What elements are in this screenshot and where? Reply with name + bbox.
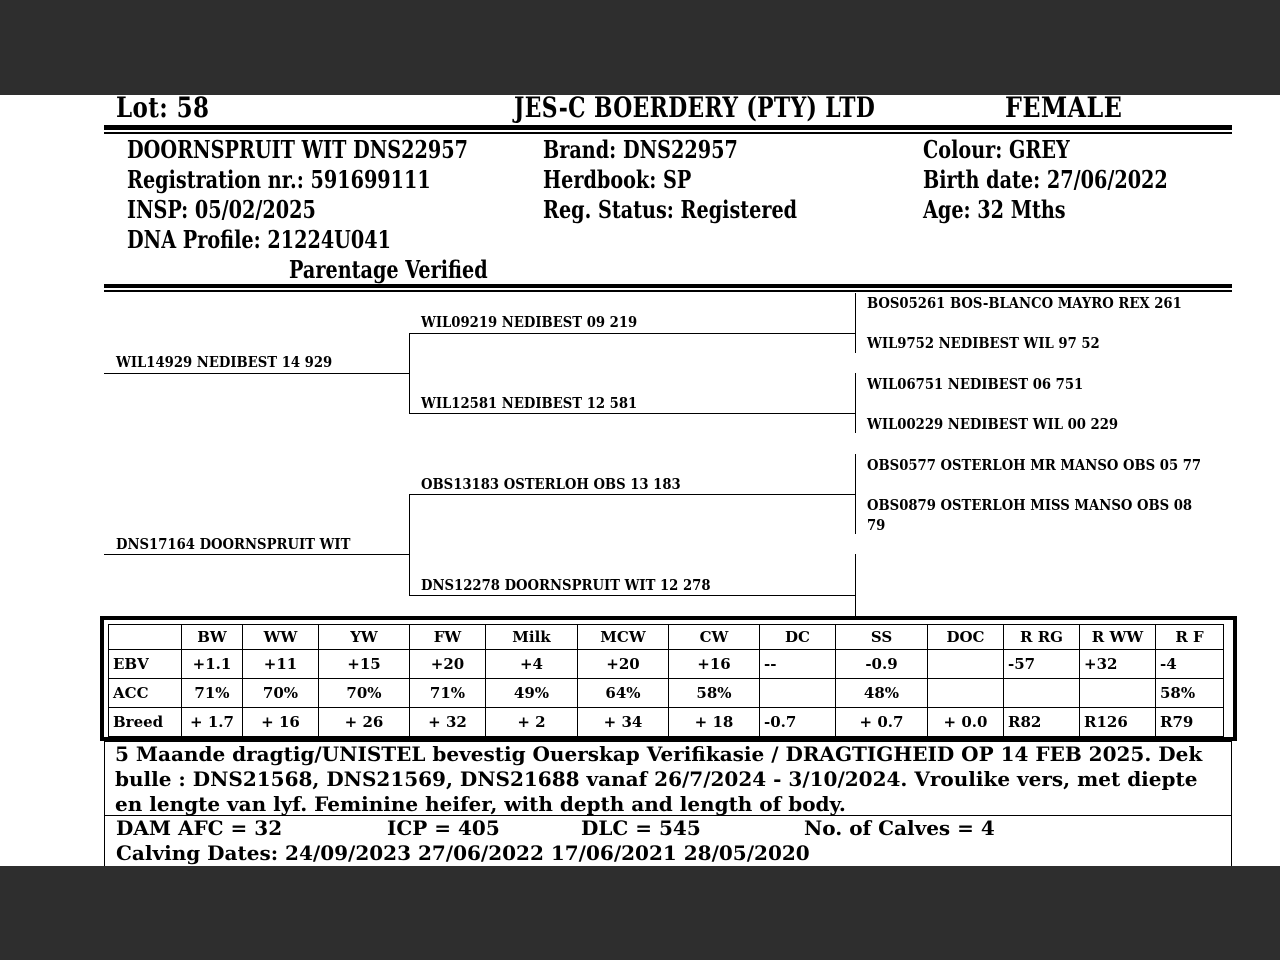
pedigree-bracket — [855, 554, 856, 616]
ebv-column-header: DOC — [928, 625, 1004, 650]
ebv-column-header: R RG — [1004, 625, 1080, 650]
pedigree-dam: DNS17164 DOORNSPRUIT WIT — [116, 535, 351, 553]
ebv-column-header: R WW — [1080, 625, 1156, 650]
breeder-name: JES-C BOERDERY (PTY) LTD — [514, 95, 876, 124]
pedigree-sire: WIL14929 NEDIBEST 14 929 — [116, 353, 333, 371]
catalogue-page — [0, 95, 1280, 866]
ebv-cell: +4 — [486, 650, 578, 679]
header-rule — [104, 125, 1232, 130]
pedigree-dam-sire: OBS13183 OSTERLOH OBS 13 183 — [421, 475, 681, 493]
registration-status: Reg. Status: Registered — [543, 195, 798, 224]
pedigree-ggp-5: OBS0577 OSTERLOH MR MANSO OBS 05 77 — [867, 456, 1202, 474]
animal-info-left — [127, 135, 468, 255]
animal-name: DOORNSPRUIT WIT DNS22957 — [127, 135, 468, 164]
ebv-column-header: BW — [182, 625, 243, 650]
herdbook: Herdbook: SP — [543, 165, 692, 194]
ebv-cell: -57 — [1004, 650, 1080, 679]
pedigree-ggp-6: OBS0879 OSTERLOH MISS MANSO OBS 08 — [867, 496, 1193, 514]
pedigree-sire-sire: WIL09219 NEDIBEST 09 219 — [421, 313, 638, 331]
ebv-column-header: WW — [243, 625, 319, 650]
sex-label: FEMALE — [1005, 95, 1123, 124]
pedigree-line — [104, 373, 409, 374]
ebv-cell: + 0.0 — [928, 708, 1004, 737]
ebv-cell: -4 — [1156, 650, 1224, 679]
ebv-column-header: MCW — [578, 625, 669, 650]
pedigree-bracket — [409, 333, 410, 414]
pedigree-line — [409, 413, 855, 414]
remarks-text: 5 Maande dragtig/UNISTEL bevestig Ouerskap Verifikasie / DRAGTIGHEID OP 14 FEB 2025. Dek bulle : DNS21568, DNS21569, DNS21688 vanaf 26/7/2024 - 3/10/2024. Vroulike vers, met diepte en lengte van lyf. Feminine heifer, with depth and length of body. — [115, 742, 1203, 816]
ebv-cell — [1080, 679, 1156, 708]
pedigree-bracket — [855, 454, 856, 534]
dam-info-box — [104, 815, 1232, 866]
ebv-cell — [928, 650, 1004, 679]
ebv-cell: R79 — [1156, 708, 1224, 737]
ebv-cell: 58% — [669, 679, 760, 708]
ebv-cell: -0.9 — [836, 650, 928, 679]
animal-info-right — [923, 135, 1168, 225]
info-rule-thin — [104, 290, 1232, 292]
ebv-cell: 70% — [243, 679, 319, 708]
ebv-row-label: EBV — [109, 650, 182, 679]
dam-calves: No. of Calves = 4 — [804, 816, 995, 840]
ebv-cell: 71% — [410, 679, 486, 708]
remarks-box — [104, 741, 1232, 816]
ebv-cell: + 18 — [669, 708, 760, 737]
age: Age: 32 Mths — [923, 195, 1066, 224]
pedigree-sire-dam: WIL12581 NEDIBEST 12 581 — [421, 394, 638, 412]
ebv-cell — [760, 679, 836, 708]
info-rule — [104, 284, 1232, 288]
pedigree-bracket — [855, 293, 856, 353]
pedigree-ggp-4: WIL00229 NEDIBEST WIL 00 229 — [867, 415, 1119, 433]
ebv-cell — [928, 679, 1004, 708]
ebv-cell: -- — [760, 650, 836, 679]
animal-info-middle — [543, 135, 797, 225]
ebv-column-header: SS — [836, 625, 928, 650]
ebv-row — [109, 650, 1224, 679]
ebv-column-header: CW — [669, 625, 760, 650]
dna-profile: DNA Profile: 21224U041 — [127, 225, 391, 254]
pedigree-ggp-1: BOS05261 BOS-BLANCO MAYRO REX 261 — [867, 294, 1182, 312]
ebv-column-header — [109, 625, 182, 650]
ebv-cell: 70% — [319, 679, 410, 708]
pedigree-line — [104, 554, 409, 555]
ebv-cell — [1004, 679, 1080, 708]
ebv-column-header: FW — [410, 625, 486, 650]
ebv-cell: +32 — [1080, 650, 1156, 679]
ebv-cell: 58% — [1156, 679, 1224, 708]
ebv-row — [109, 708, 1224, 737]
ebv-row — [109, 679, 1224, 708]
calving-dates: Calving Dates: 24/09/2023 27/06/2022 17/06/2021 28/05/2020 — [116, 841, 810, 865]
pedigree-line — [409, 595, 855, 596]
ebv-column-header: YW — [319, 625, 410, 650]
ebv-cell: +20 — [578, 650, 669, 679]
pedigree-ggp-3: WIL06751 NEDIBEST 06 751 — [867, 375, 1084, 393]
lot-number: Lot: 58 — [116, 95, 210, 124]
ebv-column-header: DC — [760, 625, 836, 650]
pedigree-bracket — [409, 494, 410, 595]
pedigree-bracket — [855, 373, 856, 433]
ebv-cell: + 2 — [486, 708, 578, 737]
birth-date: Birth date: 27/06/2022 — [923, 165, 1168, 194]
colour: Colour: GREY — [923, 135, 1070, 164]
registration-number: Registration nr.: 591699111 — [127, 165, 431, 194]
pedigree-dam-dam: DNS12278 DOORNSPRUIT WIT 12 278 — [421, 576, 711, 594]
ebv-row-label: ACC — [109, 679, 182, 708]
ebv-cell: 64% — [578, 679, 669, 708]
ebv-table — [108, 624, 1224, 737]
ebv-cell: 49% — [486, 679, 578, 708]
ebv-cell: + 16 — [243, 708, 319, 737]
brand: Brand: DNS22957 — [543, 135, 738, 164]
ebv-cell: 48% — [836, 679, 928, 708]
ebv-cell: +11 — [243, 650, 319, 679]
ebv-cell: R82 — [1004, 708, 1080, 737]
header-rule-thin — [104, 132, 1232, 134]
ebv-cell: +15 — [319, 650, 410, 679]
ebv-table-frame — [100, 616, 1237, 741]
ebv-column-header: R F — [1156, 625, 1224, 650]
ebv-cell: + 0.7 — [836, 708, 928, 737]
pedigree-ggp-2: WIL9752 NEDIBEST WIL 97 52 — [867, 334, 1100, 352]
pedigree-line — [409, 333, 855, 334]
pedigree-ggp-6-cont: 79 — [867, 516, 886, 534]
ebv-cell: 71% — [182, 679, 243, 708]
ebv-cell: + 32 — [410, 708, 486, 737]
ebv-column-header: Milk — [486, 625, 578, 650]
ebv-cell: +1.1 — [182, 650, 243, 679]
insp-date: INSP: 05/02/2025 — [127, 195, 316, 224]
dam-afc: DAM AFC = 32 — [116, 816, 283, 840]
ebv-cell: + 1.7 — [182, 708, 243, 737]
dam-dlc: DLC = 545 — [581, 816, 701, 840]
ebv-header-row — [109, 625, 1224, 650]
ebv-cell: R126 — [1080, 708, 1156, 737]
ebv-cell: +16 — [669, 650, 760, 679]
pedigree-line — [409, 494, 855, 495]
parentage-status: Parentage Verified — [289, 255, 488, 284]
ebv-cell: -0.7 — [760, 708, 836, 737]
ebv-cell: + 26 — [319, 708, 410, 737]
dam-icp: ICP = 405 — [387, 816, 500, 840]
ebv-row-label: Breed — [109, 708, 182, 737]
ebv-cell: + 34 — [578, 708, 669, 737]
ebv-cell: +20 — [410, 650, 486, 679]
